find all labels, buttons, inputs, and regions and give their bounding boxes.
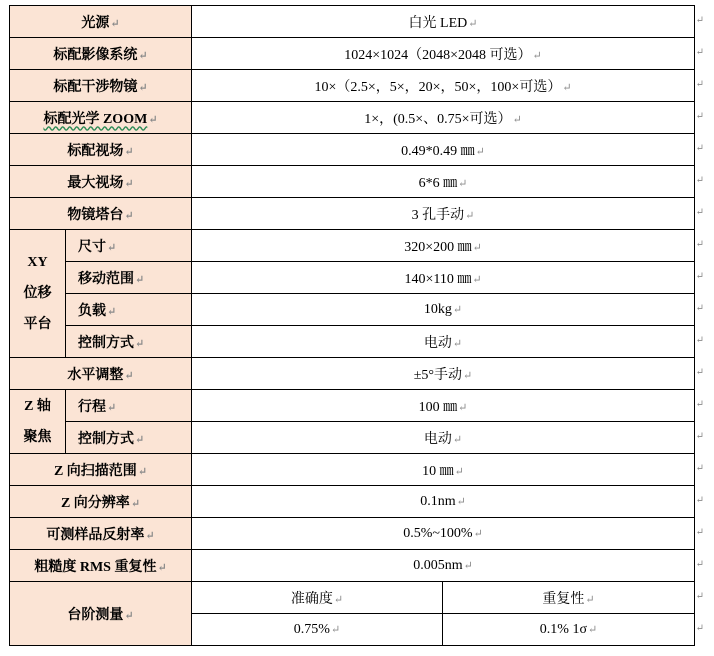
row-label: 标配干涉物镜↵ — [10, 70, 192, 102]
spec-table — [9, 5, 704, 646]
step-repeat-header: 重复性↵ ↵ — [443, 582, 695, 614]
table-row — [10, 454, 695, 486]
row-value: 6*6 ㎜↵ ↵ — [192, 166, 695, 198]
row-value: ±5°手动↵ ↵ — [192, 358, 695, 390]
table-row — [10, 70, 695, 102]
row-label: 控制方式↵ — [66, 326, 192, 358]
row-label: Z 向分辨率↵ — [10, 486, 192, 518]
xy-stage-group-label: XY 位移 平台 — [10, 230, 66, 358]
table-row — [10, 422, 695, 454]
row-label: 标配视场↵ — [10, 134, 192, 166]
row-label: 粗糙度 RMS 重复性↵ — [10, 550, 192, 582]
row-value: 10kg↵ ↵ — [192, 294, 695, 326]
table-row — [10, 230, 695, 262]
row-label: 标配光学 ZOOM↵ — [10, 102, 192, 134]
row-label: 标配影像系统↵ — [10, 38, 192, 70]
table-row — [10, 358, 695, 390]
row-value: 10×（2.5×，5×，20×，50×，100×可选）↵ ↵ — [192, 70, 695, 102]
table-row — [10, 102, 695, 134]
table-row — [10, 294, 695, 326]
row-value: 0.49*0.49 ㎜↵ ↵ — [192, 134, 695, 166]
row-value: 电动↵ ↵ — [192, 326, 695, 358]
row-value: 1024×1024（2048×2048 可选）↵ ↵ — [192, 38, 695, 70]
step-accuracy-header: 准确度↵ — [192, 582, 443, 614]
table-row — [10, 198, 695, 230]
table-row — [10, 6, 695, 38]
row-label: 台阶测量↵ — [10, 582, 192, 646]
step-accuracy-value: 0.75%↵ — [192, 614, 443, 646]
table-row — [10, 38, 695, 70]
row-value: 0.1nm↵ ↵ — [192, 486, 695, 518]
row-label: 行程↵ — [66, 390, 192, 422]
row-label: 尺寸↵ — [66, 230, 192, 262]
row-value: 100 ㎜↵ ↵ — [192, 390, 695, 422]
row-label: 移动范围↵ — [66, 262, 192, 294]
table-row — [10, 550, 695, 582]
row-label: 水平调整↵ — [10, 358, 192, 390]
row-label: 物镜塔台↵ — [10, 198, 192, 230]
table-row — [10, 166, 695, 198]
row-value: 白光 LED↵ ↵ — [192, 6, 695, 38]
z-focus-group-label: Z 轴 聚焦 — [10, 390, 66, 454]
table-row — [10, 326, 695, 358]
table-row — [10, 518, 695, 550]
row-value: 电动↵ ↵ — [192, 422, 695, 454]
row-label: 控制方式↵ — [66, 422, 192, 454]
table-row — [10, 582, 695, 614]
row-value: 10 ㎜↵ ↵ — [192, 454, 695, 486]
row-value: 320×200 ㎜↵ ↵ — [192, 230, 695, 262]
row-label: Z 向扫描范围↵ — [10, 454, 192, 486]
row-value: 0.005nm↵ ↵ — [192, 550, 695, 582]
row-value: 3 孔手动↵ ↵ — [192, 198, 695, 230]
table-row — [10, 134, 695, 166]
row-label: 光源↵ — [10, 6, 192, 38]
table-row — [10, 262, 695, 294]
step-repeat-value: 0.1% 1σ↵ ↵ — [443, 614, 695, 646]
row-value: 1×，(0.5×、0.75×可选）↵ ↵ — [192, 102, 695, 134]
row-value: 0.5%~100%↵ ↵ — [192, 518, 695, 550]
table-row — [10, 486, 695, 518]
row-label: 负载↵ — [66, 294, 192, 326]
row-label: 最大视场↵ — [10, 166, 192, 198]
row-label: 可测样品反射率↵ — [10, 518, 192, 550]
row-value: 140×110 ㎜↵ ↵ — [192, 262, 695, 294]
table-row — [10, 390, 695, 422]
